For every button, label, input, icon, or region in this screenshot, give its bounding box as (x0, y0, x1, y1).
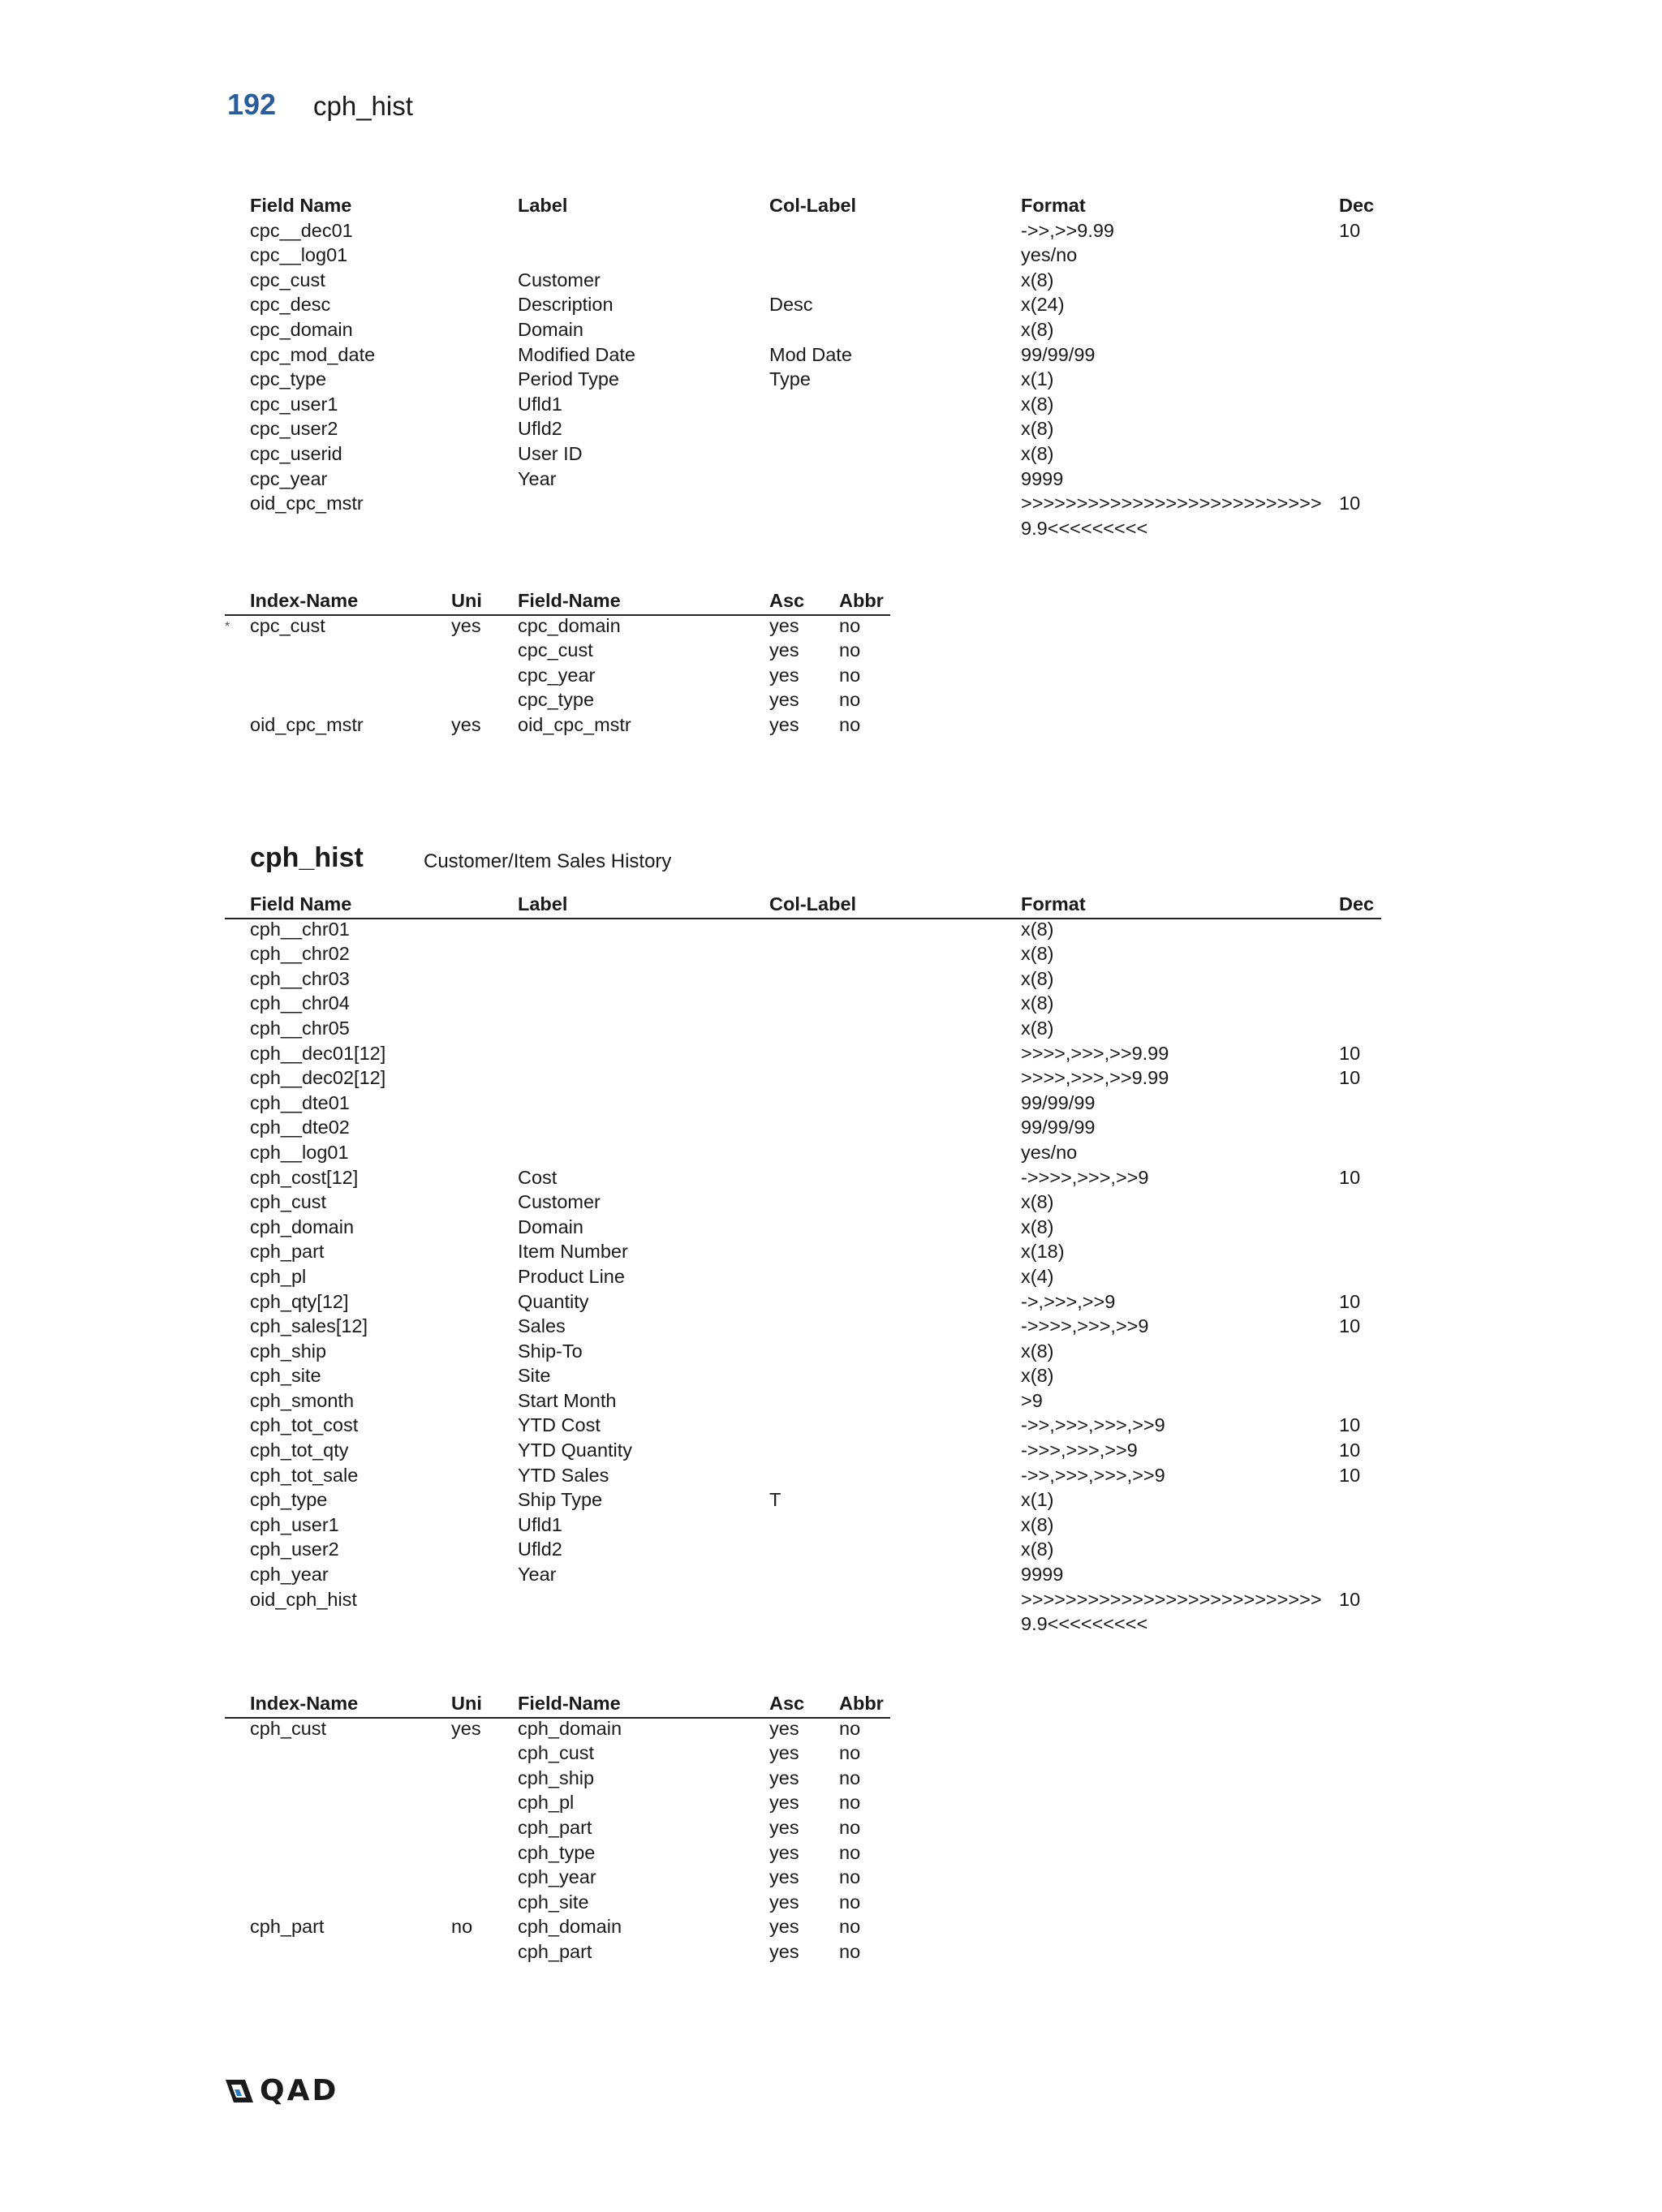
cell-ascending: yes (769, 713, 799, 735)
table-row (250, 292, 1386, 317)
table-row (250, 1041, 1386, 1066)
cell-field-name: cpc__dec01 (250, 219, 353, 241)
cell-dec: 10 (1339, 1464, 1361, 1486)
cell-field-name: cph_part (518, 1816, 592, 1838)
cell-field-name: cph_tot_cost (250, 1414, 359, 1436)
cell-field-name: cph__dte02 (250, 1117, 350, 1138)
table-header-row (250, 588, 899, 613)
cell-field-name: cpc_user1 (250, 393, 338, 415)
cell-field-name: cpc__log01 (250, 244, 348, 266)
table-section-title: cph_hist (250, 842, 364, 873)
table-row (250, 1190, 1386, 1215)
cell-ascending: yes (769, 1717, 799, 1739)
cell-abbreviated: no (839, 1717, 861, 1739)
table-row (250, 1115, 1386, 1140)
cell-field-name: cph__chr05 (250, 1017, 350, 1039)
table-row (250, 917, 1386, 942)
cell-format: 9999 (1021, 1564, 1064, 1586)
cell-col-label: Mod Date (769, 343, 852, 365)
cell-field-name: cpc_desc (250, 294, 331, 316)
cell-format: x(4) (1021, 1265, 1054, 1287)
cell-field-name: cph__chr03 (250, 967, 350, 989)
cell-format: >>>>>>>>>>>>>>>>>>>>>>>>>>>9.9<<<<<<<<< (1021, 493, 1322, 539)
cell-dec: 10 (1339, 1042, 1361, 1064)
qad-logo-text: QAD (260, 2074, 339, 2107)
table-row (250, 1413, 1386, 1438)
table-header-row (250, 892, 1386, 917)
cell-dec: 10 (1339, 1315, 1361, 1337)
cell-index-name: cph_part (250, 1916, 325, 1938)
cell-format: ->>,>>>,>>>,>>9 (1021, 1464, 1165, 1486)
cell-abbreviated: no (839, 1916, 861, 1938)
cell-abbreviated: no (839, 1866, 861, 1888)
cell-field-name: cph_ship (518, 1767, 595, 1788)
cell-label: Cost (518, 1166, 558, 1188)
cell-dec: 10 (1339, 219, 1361, 241)
field-table-cpc (250, 193, 1386, 540)
cell-dec: 10 (1339, 1290, 1361, 1312)
table-row (250, 441, 1386, 467)
cell-abbreviated: no (839, 664, 861, 686)
cell-label: YTD Quantity (518, 1440, 633, 1461)
field-table-cph (250, 892, 1386, 1637)
table-row (250, 687, 899, 712)
column-header-index-name: Index-Name (250, 1693, 359, 1714)
cell-ascending: yes (769, 1742, 799, 1764)
cell-abbreviated: no (839, 713, 861, 735)
cell-field-name: cph_qty[12] (250, 1290, 349, 1312)
table-row (250, 1840, 899, 1866)
cell-field-name: oid_cph_hist (250, 1588, 357, 1610)
table-row (250, 1914, 899, 1939)
cell-unique: yes (451, 614, 481, 636)
cell-format: 99/99/99 (1021, 343, 1096, 365)
cell-field-name: cph_site (250, 1365, 321, 1387)
table-row (250, 1363, 1386, 1388)
table-row (250, 416, 1386, 441)
cell-field-name: cph__dec02[12] (250, 1067, 386, 1089)
cell-ascending: yes (769, 1916, 799, 1938)
cell-field-name: cph_type (518, 1841, 596, 1863)
cell-abbreviated: no (839, 1816, 861, 1838)
column-header-col-label: Col-Label (769, 195, 857, 216)
table-section-description: Customer/Item Sales History (424, 850, 672, 872)
table-row (250, 1513, 1386, 1538)
table-row (250, 1289, 1386, 1315)
table-header-row (250, 193, 1386, 218)
cell-field-name: cph_cost[12] (250, 1166, 359, 1188)
column-header-format: Format (1021, 195, 1086, 216)
cell-field-name: cph_ship (250, 1340, 327, 1362)
cell-format: x(8) (1021, 418, 1054, 440)
cell-format: yes/no (1021, 1141, 1078, 1163)
column-header-abbreviated: Abbr (839, 1693, 884, 1714)
cell-label: YTD Sales (518, 1464, 609, 1486)
cell-label: Product Line (518, 1265, 625, 1287)
column-header-label: Label (518, 195, 568, 216)
cell-format: >>>>>>>>>>>>>>>>>>>>>>>>>>>9.9<<<<<<<<< (1021, 1588, 1322, 1635)
index-table-cpc (250, 588, 899, 738)
cell-field-name: cph__chr04 (250, 992, 350, 1014)
cell-field-name: cph_site (518, 1891, 589, 1913)
cell-field-name: cph_part (250, 1241, 325, 1263)
cell-ascending: yes (769, 664, 799, 686)
cell-abbreviated: no (839, 1940, 861, 1962)
cell-field-name: cph_domain (250, 1216, 355, 1237)
table-row (250, 638, 899, 663)
cell-field-name: cph_year (250, 1564, 329, 1586)
cell-format: x(8) (1021, 269, 1054, 290)
cell-label: Domain (518, 318, 583, 340)
page-number: 192 (227, 88, 277, 121)
cell-field-name: cpc_user2 (250, 418, 338, 440)
cell-abbreviated: no (839, 1891, 861, 1913)
cell-ascending: yes (769, 1891, 799, 1913)
cell-abbreviated: no (839, 1841, 861, 1863)
cell-dec: 10 (1339, 493, 1361, 514)
cell-format: ->>>>,>>>,>>9 (1021, 1315, 1149, 1337)
cell-field-name: cph_smonth (250, 1389, 355, 1411)
cell-field-name: cph_tot_sale (250, 1464, 359, 1486)
cell-field-name: cph__dte01 (250, 1091, 350, 1113)
cell-label: User ID (518, 442, 583, 464)
primary-index-marker: * (225, 620, 230, 634)
table-row (250, 1239, 1386, 1264)
table-row (250, 941, 1386, 966)
cell-col-label: T (769, 1489, 781, 1511)
table-row (250, 367, 1386, 392)
cell-index-name: cpc_cust (250, 614, 325, 636)
table-row (250, 1463, 1386, 1488)
table-row (250, 1865, 899, 1890)
table-row (250, 1790, 899, 1815)
cell-label: Ufld2 (518, 1539, 562, 1560)
column-header-abbreviated: Abbr (839, 590, 884, 611)
table-row (250, 1339, 1386, 1364)
cell-field-name: cph__log01 (250, 1141, 349, 1163)
cell-ascending: yes (769, 1940, 799, 1962)
cell-field-name: cph_pl (518, 1792, 575, 1814)
table-row (250, 1140, 1386, 1165)
column-header-unique: Uni (451, 1693, 482, 1714)
cell-format: x(24) (1021, 294, 1065, 316)
cell-unique: no (451, 1916, 473, 1938)
table-row (250, 392, 1386, 417)
table-row (250, 1766, 899, 1791)
cell-dec: 10 (1339, 1414, 1361, 1436)
cell-field-name: cph_tot_qty (250, 1440, 349, 1461)
column-header-format: Format (1021, 893, 1086, 914)
table-row (250, 1016, 1386, 1041)
cell-field-name: cph_domain (518, 1916, 622, 1938)
table-row (250, 1264, 1386, 1289)
cell-format: 99/99/99 (1021, 1117, 1096, 1138)
table-row (250, 1741, 899, 1766)
cell-format: x(8) (1021, 1513, 1054, 1535)
cell-col-label: Type (769, 368, 811, 390)
cell-format: x(8) (1021, 1365, 1054, 1387)
cell-format: x(8) (1021, 442, 1054, 464)
cell-format: x(1) (1021, 368, 1054, 390)
cell-format: x(8) (1021, 318, 1054, 340)
cell-dec: 10 (1339, 1067, 1361, 1089)
table-row (250, 1890, 899, 1915)
table-header-row (250, 1691, 899, 1716)
cell-index-name: cph_cust (250, 1717, 327, 1739)
cell-field-name: cpc_year (518, 664, 596, 686)
cell-format: ->>,>>9.99 (1021, 219, 1114, 241)
cell-ascending: yes (769, 1816, 799, 1838)
cell-format: >>>>,>>>,>>9.99 (1021, 1042, 1169, 1064)
cell-format: x(8) (1021, 1216, 1054, 1237)
cell-dec: 10 (1339, 1440, 1361, 1461)
table-row (250, 663, 899, 688)
cell-ascending: yes (769, 639, 799, 661)
cell-format: x(8) (1021, 393, 1054, 415)
table-row (250, 1716, 899, 1741)
table-row (250, 966, 1386, 992)
cell-format: x(8) (1021, 1191, 1054, 1213)
cell-field-name: cph_part (518, 1940, 592, 1962)
column-header-dec: Dec (1339, 195, 1375, 216)
running-title: cph_hist (313, 91, 413, 121)
index-table-cph (250, 1691, 899, 1965)
table-row (250, 491, 1386, 540)
cell-format: ->,>>>,>>9 (1021, 1290, 1116, 1312)
table-row (250, 1438, 1386, 1463)
cell-field-name: cph_year (518, 1866, 596, 1888)
table-row (250, 1537, 1386, 1562)
cell-label: Ufld2 (518, 418, 562, 440)
cell-ascending: yes (769, 1866, 799, 1888)
cell-field-name: cph__chr02 (250, 943, 350, 965)
cell-field-name: cph_sales[12] (250, 1315, 368, 1337)
cell-field-name: cph_pl (250, 1265, 307, 1287)
cell-label: Domain (518, 1216, 583, 1237)
table-row (250, 268, 1386, 293)
column-header-unique: Uni (451, 590, 482, 611)
cell-field-name: cph__dec01[12] (250, 1042, 386, 1064)
table-row (250, 1091, 1386, 1116)
cell-format: x(18) (1021, 1241, 1065, 1263)
cell-field-name: cpc_userid (250, 442, 342, 464)
cell-format: ->>,>>>,>>>,>>9 (1021, 1414, 1165, 1436)
column-header-field-name: Field-Name (518, 1693, 621, 1714)
cell-field-name: oid_cpc_mstr (518, 713, 631, 735)
cell-format: x(8) (1021, 1539, 1054, 1560)
cell-label: YTD Cost (518, 1414, 601, 1436)
cell-ascending: yes (769, 1767, 799, 1788)
cell-format: >9 (1021, 1389, 1043, 1411)
cell-format: 9999 (1021, 467, 1064, 489)
cell-abbreviated: no (839, 1767, 861, 1788)
cell-label: Description (518, 294, 614, 316)
cell-ascending: yes (769, 614, 799, 636)
cell-field-name: cph_user2 (250, 1539, 339, 1560)
table-row (250, 1215, 1386, 1240)
cell-label: Quantity (518, 1290, 589, 1312)
cell-field-name: cph_user1 (250, 1513, 339, 1535)
cell-field-name: cph_type (250, 1489, 328, 1511)
cell-dec: 10 (1339, 1166, 1361, 1188)
cell-field-name: oid_cpc_mstr (250, 493, 364, 514)
cell-format: x(8) (1021, 918, 1054, 940)
cell-field-name: cpc_cust (250, 269, 325, 290)
cell-index-name: oid_cpc_mstr (250, 713, 364, 735)
cell-format: x(8) (1021, 1340, 1054, 1362)
cell-label: Item Number (518, 1241, 628, 1263)
cell-format: x(8) (1021, 967, 1054, 989)
table-row (250, 467, 1386, 492)
cell-format: ->>>,>>>,>>9 (1021, 1440, 1138, 1461)
cell-format: >>>>,>>>,>>9.99 (1021, 1067, 1169, 1089)
cell-ascending: yes (769, 1841, 799, 1863)
cell-format: 99/99/99 (1021, 1091, 1096, 1113)
cell-label: Modified Date (518, 343, 635, 365)
cell-field-name: cph_cust (250, 1191, 327, 1213)
table-row (250, 613, 899, 639)
cell-dec: 10 (1339, 1588, 1361, 1610)
cell-label: Period Type (518, 368, 619, 390)
cell-ascending: yes (769, 1792, 799, 1814)
cell-label: Ufld1 (518, 393, 562, 415)
cell-field-name: cpc_type (250, 368, 327, 390)
cell-format: yes/no (1021, 244, 1078, 266)
cell-abbreviated: no (839, 1792, 861, 1814)
cell-label: Year (518, 1564, 557, 1586)
cell-label: Ship Type (518, 1489, 603, 1511)
cell-field-name: cpc_domain (250, 318, 353, 340)
column-header-label: Label (518, 893, 568, 914)
column-header-index-name: Index-Name (250, 590, 359, 611)
cell-ascending: yes (769, 689, 799, 711)
cell-field-name: cpc_type (518, 689, 595, 711)
table-row (250, 342, 1386, 368)
table-row (250, 243, 1386, 268)
cell-label: Start Month (518, 1389, 617, 1411)
column-header-ascending: Asc (769, 590, 805, 611)
column-header-col-label: Col-Label (769, 893, 857, 914)
column-header-field-name: Field-Name (518, 590, 621, 611)
table-row (250, 1562, 1386, 1587)
table-row (250, 1065, 1386, 1091)
cell-col-label: Desc (769, 294, 813, 316)
cell-format: x(8) (1021, 943, 1054, 965)
cell-label: Customer (518, 269, 601, 290)
cell-label: Ufld1 (518, 1513, 562, 1535)
column-header-field-name: Field Name (250, 195, 352, 216)
table-row (250, 1388, 1386, 1414)
cell-field-name: cph__chr01 (250, 918, 350, 940)
column-header-ascending: Asc (769, 1693, 805, 1714)
cell-label: Sales (518, 1315, 566, 1337)
table-row (250, 1314, 1386, 1339)
cell-unique: yes (451, 1717, 481, 1739)
table-row (250, 1939, 899, 1965)
cell-label: Year (518, 467, 557, 489)
cell-format: ->>>>,>>>,>>9 (1021, 1166, 1149, 1188)
table-row (250, 991, 1386, 1016)
column-header-field-name: Field Name (250, 893, 352, 914)
table-row (250, 1165, 1386, 1190)
table-row (250, 317, 1386, 342)
table-row (250, 218, 1386, 243)
cell-field-name: cph_domain (518, 1717, 622, 1739)
cell-label: Customer (518, 1191, 601, 1213)
cell-field-name: cpc_year (250, 467, 328, 489)
table-row (250, 1815, 899, 1840)
cell-abbreviated: no (839, 1742, 861, 1764)
cell-field-name: cpc_cust (518, 639, 593, 661)
cell-unique: yes (451, 713, 481, 735)
cell-format: x(1) (1021, 1489, 1054, 1511)
cell-abbreviated: no (839, 639, 861, 661)
cell-format: x(8) (1021, 1017, 1054, 1039)
cell-abbreviated: no (839, 614, 861, 636)
qad-logo (224, 2074, 338, 2107)
cell-field-name: cpc_domain (518, 614, 621, 636)
qad-logo-icon (224, 2076, 255, 2106)
table-row (250, 1487, 1386, 1513)
column-header-dec: Dec (1339, 893, 1375, 914)
table-row (250, 712, 899, 738)
cell-label: Site (518, 1365, 551, 1387)
table-row (250, 1587, 1386, 1637)
cell-label: Ship-To (518, 1340, 583, 1362)
cell-abbreviated: no (839, 689, 861, 711)
cell-format: x(8) (1021, 992, 1054, 1014)
cell-field-name: cpc_mod_date (250, 343, 376, 365)
cell-field-name: cph_cust (518, 1742, 595, 1764)
